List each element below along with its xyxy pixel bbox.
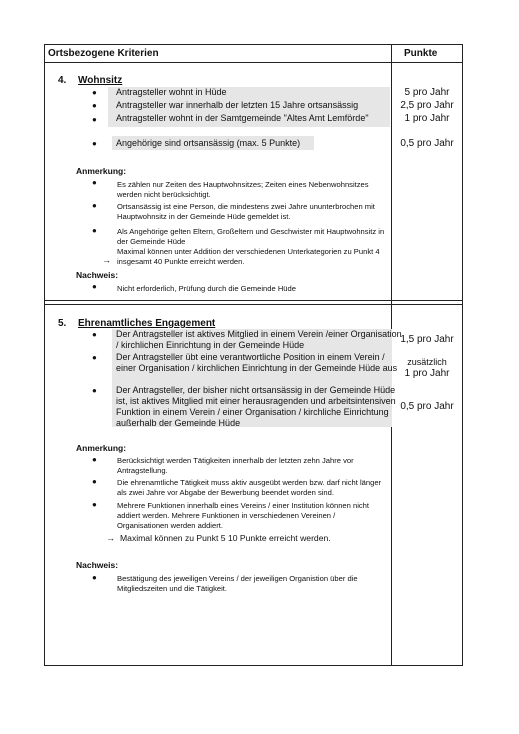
s5-item-1b: / kirchlichen Einrichtung in der Gemeinde Hüde [116,340,305,350]
s4-proof: Nicht erforderlich, Prüfung durch die Gemeinde Hüde [117,284,296,293]
section4-number: 4. [58,75,67,86]
s4-note-3b: der Gemeinde Hüde [117,237,186,246]
bullet: ● [92,386,97,395]
section4-title: Wohnsitz [78,75,123,86]
bullet: ● [92,115,97,124]
s4-note-3c: Maximal können unter Addition der verschiedenen Unterkategorien zu Punkt 4 [117,247,380,256]
s5-item-2b: einer Organisation / kirchlichen Einrichtung in der Gemeinde Hüde aus [116,363,398,373]
bullet: ● [92,178,97,187]
s5-max-note: Maximal können zu Punkt 5 10 Punkte erreicht werden. [120,533,331,543]
s5-proof-b: Mitgliedszeiten und die Tätigkeit. [117,584,228,593]
s4-note-3a: Als Angehörige gelten Eltern, Großeltern und Geschwister mit Hauptwohnsitz in [117,227,385,236]
s5-item-3b: ist, ist aktives Mitglied mit einer herausragenden und arbeitsintensiven [116,396,396,406]
section5-number: 5. [58,318,67,329]
bullet: ● [92,455,97,464]
s5-points-2b: 1 pro Jahr [404,368,450,379]
header-points: Punkte [404,48,438,59]
header-divider [44,62,463,63]
bullet: ● [92,201,97,210]
section5-title: Ehrenamtliches Engagement [78,318,216,329]
s5-points-3: 0,5 pro Jahr [400,401,454,412]
arrow-icon: → [102,255,111,265]
arrow-icon: → [106,533,115,543]
bullet: ● [92,573,97,582]
s4-points-3: 1 pro Jahr [404,113,450,124]
s4-note-3d: insgesamt 40 Punkte erreicht werden. [117,257,245,266]
s5-item-2a: Der Antragsteller übt eine verantwortliche Position in einem Verein / [116,352,385,362]
s4-item-1: Antragsteller wohnt in Hüde [116,87,227,97]
s5-proof-label: Nachweis: [76,560,119,570]
bullet: ● [92,101,97,110]
s4-item-4: Angehörige sind ortsansässig (max. 5 Punkte) [116,138,301,148]
s5-item-3c: Funktion in einem Verein / einer Organisation / kirchliche Einrichtung [116,407,389,417]
s5-note-3c: Organisationen werden addiert. [117,521,223,530]
s5-item-1a: Der Antragsteller ist aktives Mitglied in einem Verein /einer Organisation [116,329,402,339]
s4-points-2: 2,5 pro Jahr [400,100,454,111]
s4-note-2a: Ortsansässig ist eine Person, die mindestens zwei Jahre ununterbrochen mit [117,202,375,211]
s5-points-2a: zusätzlich [407,357,447,367]
section-divider-bottom [44,304,463,305]
s5-note-2b: als zwei Jahre vor Abgabe der Bewerbung beendet worden sind. [117,488,334,497]
section-divider-top [44,300,463,301]
bullet: ● [92,88,97,97]
s5-note-label: Anmerkung: [76,443,127,453]
s4-points-1: 5 pro Jahr [404,87,450,98]
s5-item-3d: außerhalb der Gemeinde Hüde [116,418,241,428]
bullet: ● [92,139,97,148]
s4-note-1a: Es zählen nur Zeiten des Hauptwohnsitzes; Zeiten eines Nebenwohnsitzes [117,180,369,189]
bullet: ● [92,282,97,291]
s5-note-2a: Die ehrenamtliche Tätigkeit muss aktiv ausgeübt werden bzw. darf nicht länger [117,478,382,487]
s4-item-2: Antragsteller war innerhalb der letzten 15 Jahre ortsansässig [116,100,359,110]
s5-note-1b: Antragstellung. [117,466,168,475]
s4-note-label: Anmerkung: [76,166,127,176]
s4-note-1b: werden nicht berücksichtigt. [117,190,211,199]
s4-proof-label: Nachweis: [76,270,119,280]
s4-item-3: Antragsteller wohnt in der Samtgemeinde "Altes Amt Lemförde" [116,113,369,123]
s5-note-3a: Mehrere Funktionen innerhalb eines Vereins / einer Institution können nicht [117,501,370,510]
bullet: ● [92,353,97,362]
s5-points-1: 1,5 pro Jahr [400,334,454,345]
bullet: ● [92,226,97,235]
s4-note-2b: Hauptwohnsitz in der Gemeinde Hüde gemeldet ist. [117,212,291,221]
s4-points-4: 0,5 pro Jahr [400,138,454,149]
header-criteria: Ortsbezogene Kriterien [48,48,159,59]
s5-note-3b: addiert werden. Mehrere Funktionen in verschiedenen Vereinen / [117,511,336,520]
bullet: ● [92,477,97,486]
s5-note-1a: Berücksichtigt werden Tätigkeiten innerhalb der letzten zehn Jahre vor [117,456,354,465]
s5-proof-a: Bestätigung des jeweiligen Vereins / der jeweiligen Organistion über die [117,574,358,583]
bullet: ● [92,330,97,339]
s5-item-3a: Der Antragsteller, der bisher nicht ortsansässig in der Gemeinde Hüde [116,385,396,395]
bullet: ● [92,500,97,509]
